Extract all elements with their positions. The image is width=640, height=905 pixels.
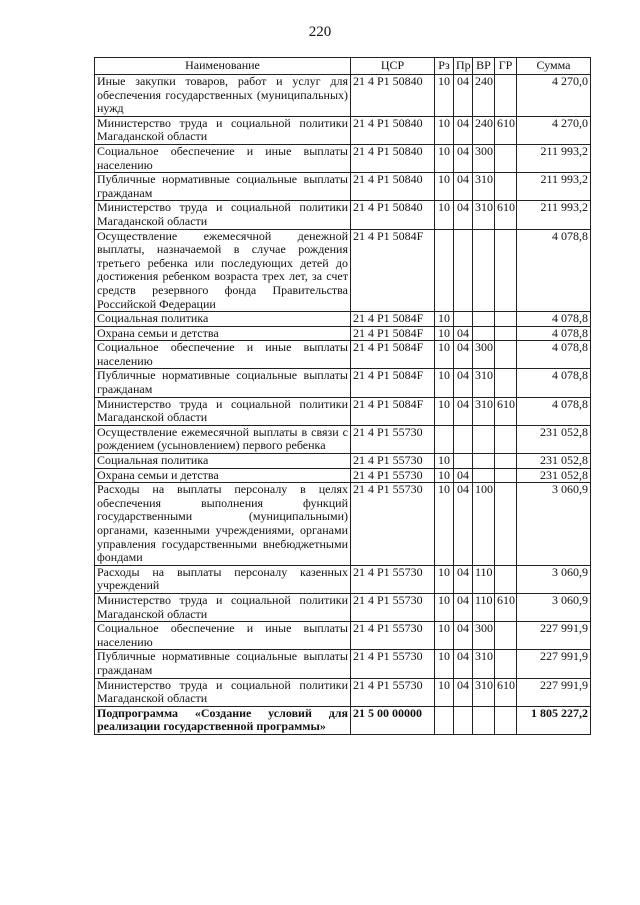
cell-gr: 610 [495, 397, 517, 425]
cell-pr: 04 [454, 173, 473, 201]
cell-gr [495, 173, 517, 201]
cell-gr [495, 312, 517, 327]
cell-rz: 10 [435, 678, 454, 706]
table-row [95, 229, 591, 312]
cell-gr [495, 454, 517, 469]
header-pr: Пр [454, 58, 473, 75]
table-row [95, 173, 591, 201]
cell-pr: 04 [454, 678, 473, 706]
cell-rz: 10 [435, 622, 454, 650]
cell-pr [454, 229, 473, 312]
cell-rz: 10 [435, 173, 454, 201]
cell-name: Расходы на выплаты персоналу казенных учреждений [95, 565, 351, 593]
cell-gr [495, 706, 517, 734]
cell-vr [473, 468, 495, 483]
cell-name: Расходы на выплаты персоналу в целях обеспечения выполнения функций государственными (муниципальными) органами, казенными учреждениями, органами управления государственными внебюджетными фондами [95, 483, 351, 566]
table-row [95, 312, 591, 327]
cell-csr: 21 4 P1 55730 [351, 565, 435, 593]
cell-name: Министерство труда и социальной политики Магаданской области [95, 593, 351, 621]
cell-name: Министерство труда и социальной политики Магаданской области [95, 678, 351, 706]
cell-name: Публичные нормативные социальные выплаты гражданам [95, 650, 351, 678]
cell-sum: 4 078,8 [517, 312, 591, 327]
cell-vr: 310 [473, 678, 495, 706]
cell-pr: 04 [454, 326, 473, 341]
cell-pr: 04 [454, 483, 473, 566]
cell-vr: 110 [473, 593, 495, 621]
budget-table [94, 57, 591, 735]
table-row [95, 650, 591, 678]
cell-csr: 21 4 P1 50840 [351, 75, 435, 117]
cell-name: Иные закупки товаров, работ и услуг для обеспечения государственных (муниципальных) нужд [95, 75, 351, 117]
cell-vr: 100 [473, 483, 495, 566]
cell-gr: 610 [495, 201, 517, 229]
header-rz: Рз [435, 58, 454, 75]
cell-name: Социальная политика [95, 454, 351, 469]
header-sum: Сумма [517, 58, 591, 75]
table-row [95, 201, 591, 229]
cell-pr: 04 [454, 116, 473, 144]
cell-name: Охрана семьи и детства [95, 468, 351, 483]
cell-pr [454, 454, 473, 469]
cell-pr [454, 706, 473, 734]
cell-rz: 10 [435, 341, 454, 369]
cell-sum: 231 052,8 [517, 454, 591, 469]
cell-csr: 21 5 00 00000 [351, 706, 435, 734]
header-csr: ЦСР [351, 58, 435, 75]
cell-pr: 04 [454, 75, 473, 117]
cell-csr: 21 4 P1 5084F [351, 326, 435, 341]
cell-vr: 240 [473, 75, 495, 117]
table-row [95, 397, 591, 425]
cell-csr: 21 4 P1 50840 [351, 201, 435, 229]
cell-csr: 21 4 P1 5084F [351, 397, 435, 425]
cell-vr: 300 [473, 622, 495, 650]
cell-csr: 21 4 P1 55730 [351, 593, 435, 621]
cell-csr: 21 4 P1 5084F [351, 341, 435, 369]
table-row [95, 369, 591, 397]
cell-csr: 21 4 P1 50840 [351, 173, 435, 201]
header-gr: ГР [495, 58, 517, 75]
cell-name: Публичные нормативные социальные выплаты гражданам [95, 173, 351, 201]
cell-vr: 300 [473, 341, 495, 369]
cell-name: Министерство труда и социальной политики Магаданской области [95, 397, 351, 425]
cell-rz: 10 [435, 201, 454, 229]
table-row [95, 425, 591, 453]
cell-csr: 21 4 P1 5084F [351, 229, 435, 312]
cell-csr: 21 4 P1 55730 [351, 425, 435, 453]
cell-csr: 21 4 P1 50840 [351, 144, 435, 172]
cell-sum: 211 993,2 [517, 173, 591, 201]
cell-gr: 610 [495, 678, 517, 706]
cell-sum: 227 991,9 [517, 678, 591, 706]
cell-vr [473, 706, 495, 734]
cell-pr: 04 [454, 468, 473, 483]
cell-sum: 231 052,8 [517, 425, 591, 453]
table-row [95, 565, 591, 593]
cell-csr: 21 4 P1 55730 [351, 454, 435, 469]
table-row [95, 706, 591, 734]
cell-pr: 04 [454, 565, 473, 593]
cell-name: Публичные нормативные социальные выплаты гражданам [95, 369, 351, 397]
table-body [95, 75, 591, 735]
cell-sum: 4 078,8 [517, 369, 591, 397]
cell-rz: 10 [435, 593, 454, 621]
cell-pr: 04 [454, 341, 473, 369]
cell-gr [495, 75, 517, 117]
cell-vr: 240 [473, 116, 495, 144]
table-row [95, 468, 591, 483]
cell-pr: 04 [454, 593, 473, 621]
table-row [95, 341, 591, 369]
cell-sum: 227 991,9 [517, 622, 591, 650]
cell-rz: 10 [435, 312, 454, 327]
cell-gr [495, 229, 517, 312]
cell-gr [495, 144, 517, 172]
cell-name: Охрана семьи и детства [95, 326, 351, 341]
cell-pr [454, 425, 473, 453]
table-row [95, 593, 591, 621]
cell-vr: 300 [473, 144, 495, 172]
cell-vr: 310 [473, 201, 495, 229]
table-row [95, 622, 591, 650]
table-row [95, 326, 591, 341]
cell-name: Подпрограмма «Создание условий для реализации государственной программы» [95, 706, 351, 734]
cell-rz: 10 [435, 397, 454, 425]
cell-rz: 10 [435, 468, 454, 483]
cell-vr [473, 229, 495, 312]
cell-csr: 21 4 P1 55730 [351, 468, 435, 483]
cell-gr [495, 326, 517, 341]
cell-pr: 04 [454, 201, 473, 229]
table-row [95, 116, 591, 144]
cell-sum: 4 078,8 [517, 341, 591, 369]
cell-name: Осуществление ежемесячной выплаты в связи с рождением (усыновлением) первого ребенка [95, 425, 351, 453]
table-row [95, 144, 591, 172]
cell-vr [473, 326, 495, 341]
cell-gr: 610 [495, 116, 517, 144]
cell-vr: 310 [473, 397, 495, 425]
cell-gr: 610 [495, 593, 517, 621]
cell-rz: 10 [435, 144, 454, 172]
cell-gr [495, 341, 517, 369]
header-vr: ВР [473, 58, 495, 75]
table-row [95, 75, 591, 117]
cell-vr [473, 312, 495, 327]
cell-sum: 3 060,9 [517, 483, 591, 566]
cell-rz: 10 [435, 454, 454, 469]
cell-name: Социальное обеспечение и иные выплаты населению [95, 622, 351, 650]
cell-rz: 10 [435, 565, 454, 593]
cell-csr: 21 4 P1 55730 [351, 622, 435, 650]
cell-name: Социальное обеспечение и иные выплаты населению [95, 341, 351, 369]
cell-rz [435, 706, 454, 734]
cell-gr [495, 650, 517, 678]
header-name: Наименование [95, 58, 351, 75]
cell-sum: 4 078,8 [517, 397, 591, 425]
cell-sum: 211 993,2 [517, 201, 591, 229]
cell-csr: 21 4 P1 5084F [351, 312, 435, 327]
cell-csr: 21 4 P1 55730 [351, 650, 435, 678]
cell-rz: 10 [435, 326, 454, 341]
cell-sum: 211 993,2 [517, 144, 591, 172]
page-number: 220 [308, 24, 332, 40]
cell-rz [435, 425, 454, 453]
cell-csr: 21 4 P1 50840 [351, 116, 435, 144]
cell-rz: 10 [435, 369, 454, 397]
table-row [95, 454, 591, 469]
cell-rz: 10 [435, 75, 454, 117]
cell-gr [495, 622, 517, 650]
cell-vr: 310 [473, 650, 495, 678]
cell-vr: 310 [473, 173, 495, 201]
cell-pr: 04 [454, 650, 473, 678]
cell-gr [495, 468, 517, 483]
cell-sum: 1 805 227,2 [517, 706, 591, 734]
cell-vr [473, 425, 495, 453]
cell-name: Министерство труда и социальной политики Магаданской области [95, 116, 351, 144]
cell-rz: 10 [435, 650, 454, 678]
cell-csr: 21 4 P1 5084F [351, 369, 435, 397]
cell-gr [495, 425, 517, 453]
table-header-row [95, 58, 591, 75]
cell-gr [495, 483, 517, 566]
cell-sum: 3 060,9 [517, 565, 591, 593]
cell-sum: 227 991,9 [517, 650, 591, 678]
table-row [95, 678, 591, 706]
cell-rz [435, 229, 454, 312]
cell-sum: 4 270,0 [517, 75, 591, 117]
cell-name: Социальная политика [95, 312, 351, 327]
cell-pr [454, 312, 473, 327]
cell-pr: 04 [454, 397, 473, 425]
cell-pr: 04 [454, 622, 473, 650]
cell-name: Социальное обеспечение и иные выплаты населению [95, 144, 351, 172]
cell-sum: 3 060,9 [517, 593, 591, 621]
cell-sum: 4 078,8 [517, 326, 591, 341]
cell-gr [495, 369, 517, 397]
cell-name: Министерство труда и социальной политики Магаданской области [95, 201, 351, 229]
cell-vr: 310 [473, 369, 495, 397]
cell-sum: 4 078,8 [517, 229, 591, 312]
cell-vr: 110 [473, 565, 495, 593]
cell-pr: 04 [454, 369, 473, 397]
cell-sum: 4 270,0 [517, 116, 591, 144]
cell-csr: 21 4 P1 55730 [351, 483, 435, 566]
cell-name: Осуществление ежемесячной денежной выплаты, назначаемой в случае рождения третьего ребенка или последующих детей до достижения ребенком возраста трех лет, за счет средств резервного фонда Правительства Российской Федерации [95, 229, 351, 312]
cell-gr [495, 565, 517, 593]
cell-rz: 10 [435, 116, 454, 144]
cell-pr: 04 [454, 144, 473, 172]
cell-sum: 231 052,8 [517, 468, 591, 483]
cell-rz: 10 [435, 483, 454, 566]
cell-vr [473, 454, 495, 469]
cell-csr: 21 4 P1 55730 [351, 678, 435, 706]
table-row [95, 483, 591, 566]
